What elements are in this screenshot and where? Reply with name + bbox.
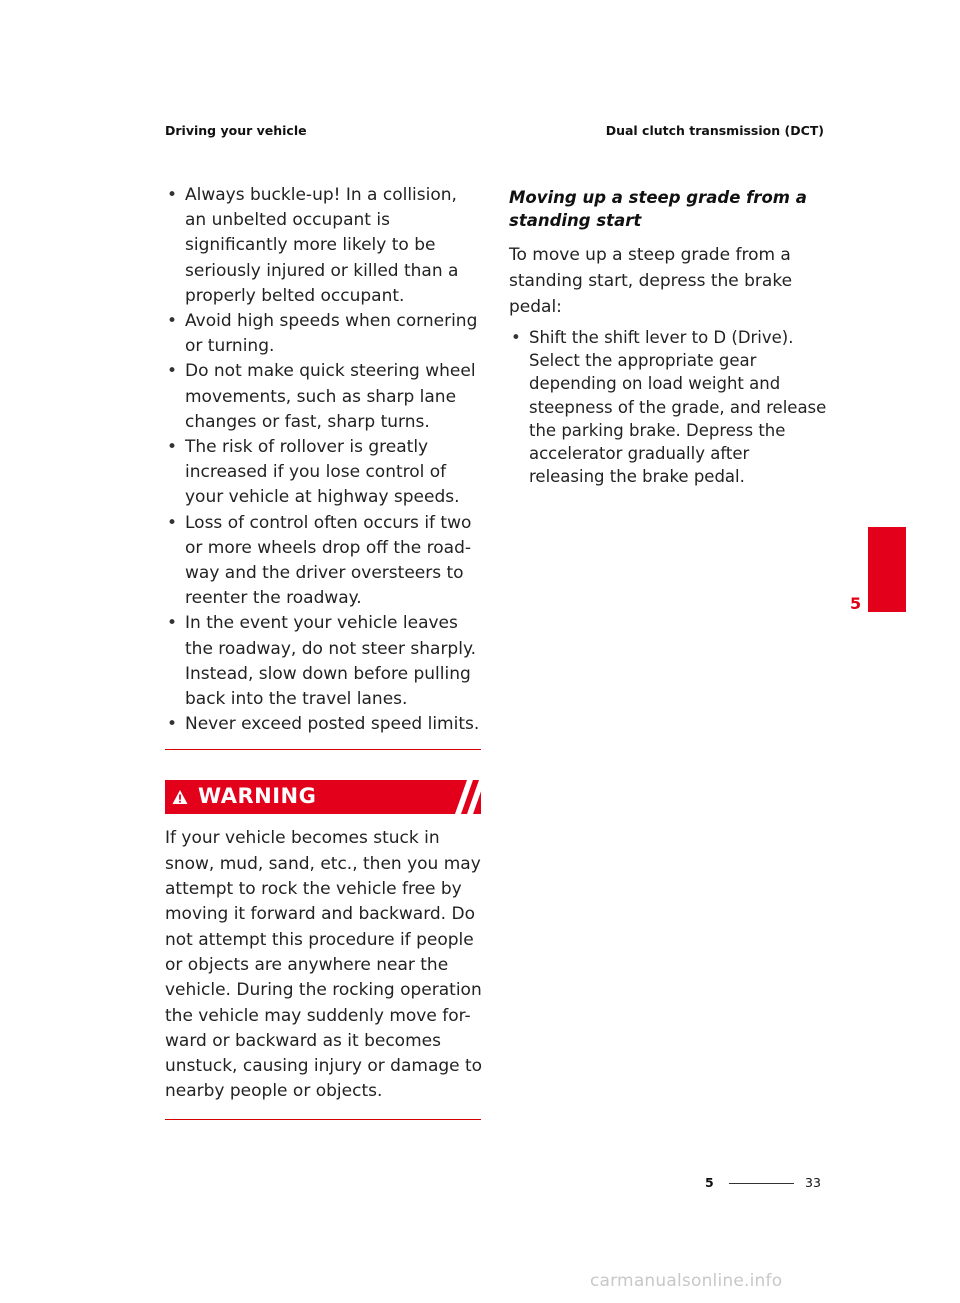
footer-chapter-number: 5	[705, 1175, 714, 1190]
chapter-tab-number: 5	[850, 594, 862, 613]
intro-paragraph: To move up a steep grade from a standing start, depress the brake pedal:	[509, 245, 793, 317]
warning-banner	[165, 780, 481, 814]
list-item: • In the event your vehicle leaves the roadway, do not steer sharply. Instead, slow down before pulling back into the travel lanes.	[165, 611, 483, 712]
watermark: carmanualsonline.info	[590, 1271, 783, 1291]
running-header-section: Driving your vehicle	[165, 123, 307, 138]
warning-label: WARNING	[198, 784, 317, 809]
running-header-title: Dual clutch transmission (DCT)	[605, 123, 824, 138]
footer-divider	[729, 1183, 794, 1184]
section-divider	[165, 749, 481, 750]
list-item: • The risk of rollover is greatly increased if you lose control of your vehicle at highway speeds.	[165, 435, 483, 511]
warning-stripes-decoration	[433, 780, 481, 814]
steps-bullet-list	[509, 326, 829, 488]
list-item: • Never exceed posted speed limits.	[165, 712, 483, 737]
warning-text: If your vehicle becomes stuck in snow, mud, sand, etc., then you may attempt to rock the vehicle free by moving it forward and backward. Do not attempt this procedure if people or objects are anywhere near the vehicle. During the rocking operation the vehicle may suddenly move for-ward or backward as it becomes unstuck, causing injury or damage to nearby people or objects.	[165, 828, 483, 1102]
safety-bullet-list	[165, 183, 483, 737]
section-heading: Moving up a steep grade from a standing start	[509, 188, 807, 230]
page-number: 33	[805, 1175, 821, 1190]
section-divider	[165, 1119, 481, 1120]
warning-triangle-icon	[172, 789, 188, 805]
list-item: • Do not make quick steering wheel movements, such as sharp lane changes or fast, sharp turns.	[165, 359, 483, 435]
left-column	[165, 183, 483, 1120]
list-item: • Shift the shift lever to D (Drive). Select the appropriate gear depending on load weight and steepness of the grade, and release the parking brake. Depress the accelerator gradually after releasing the brake pedal.	[509, 326, 829, 488]
chapter-tab	[868, 527, 906, 612]
list-item: • Always buckle-up! In a collision, an unbelted occupant is significantly more likely to be seriously injured or killed than a properly belted occupant.	[165, 183, 483, 309]
right-column	[509, 186, 829, 488]
list-item: • Loss of control often occurs if two or more wheels drop off the road-way and the driver oversteers to reenter the roadway.	[165, 511, 483, 612]
list-item: • Avoid high speeds when cornering or turning.	[165, 309, 483, 359]
